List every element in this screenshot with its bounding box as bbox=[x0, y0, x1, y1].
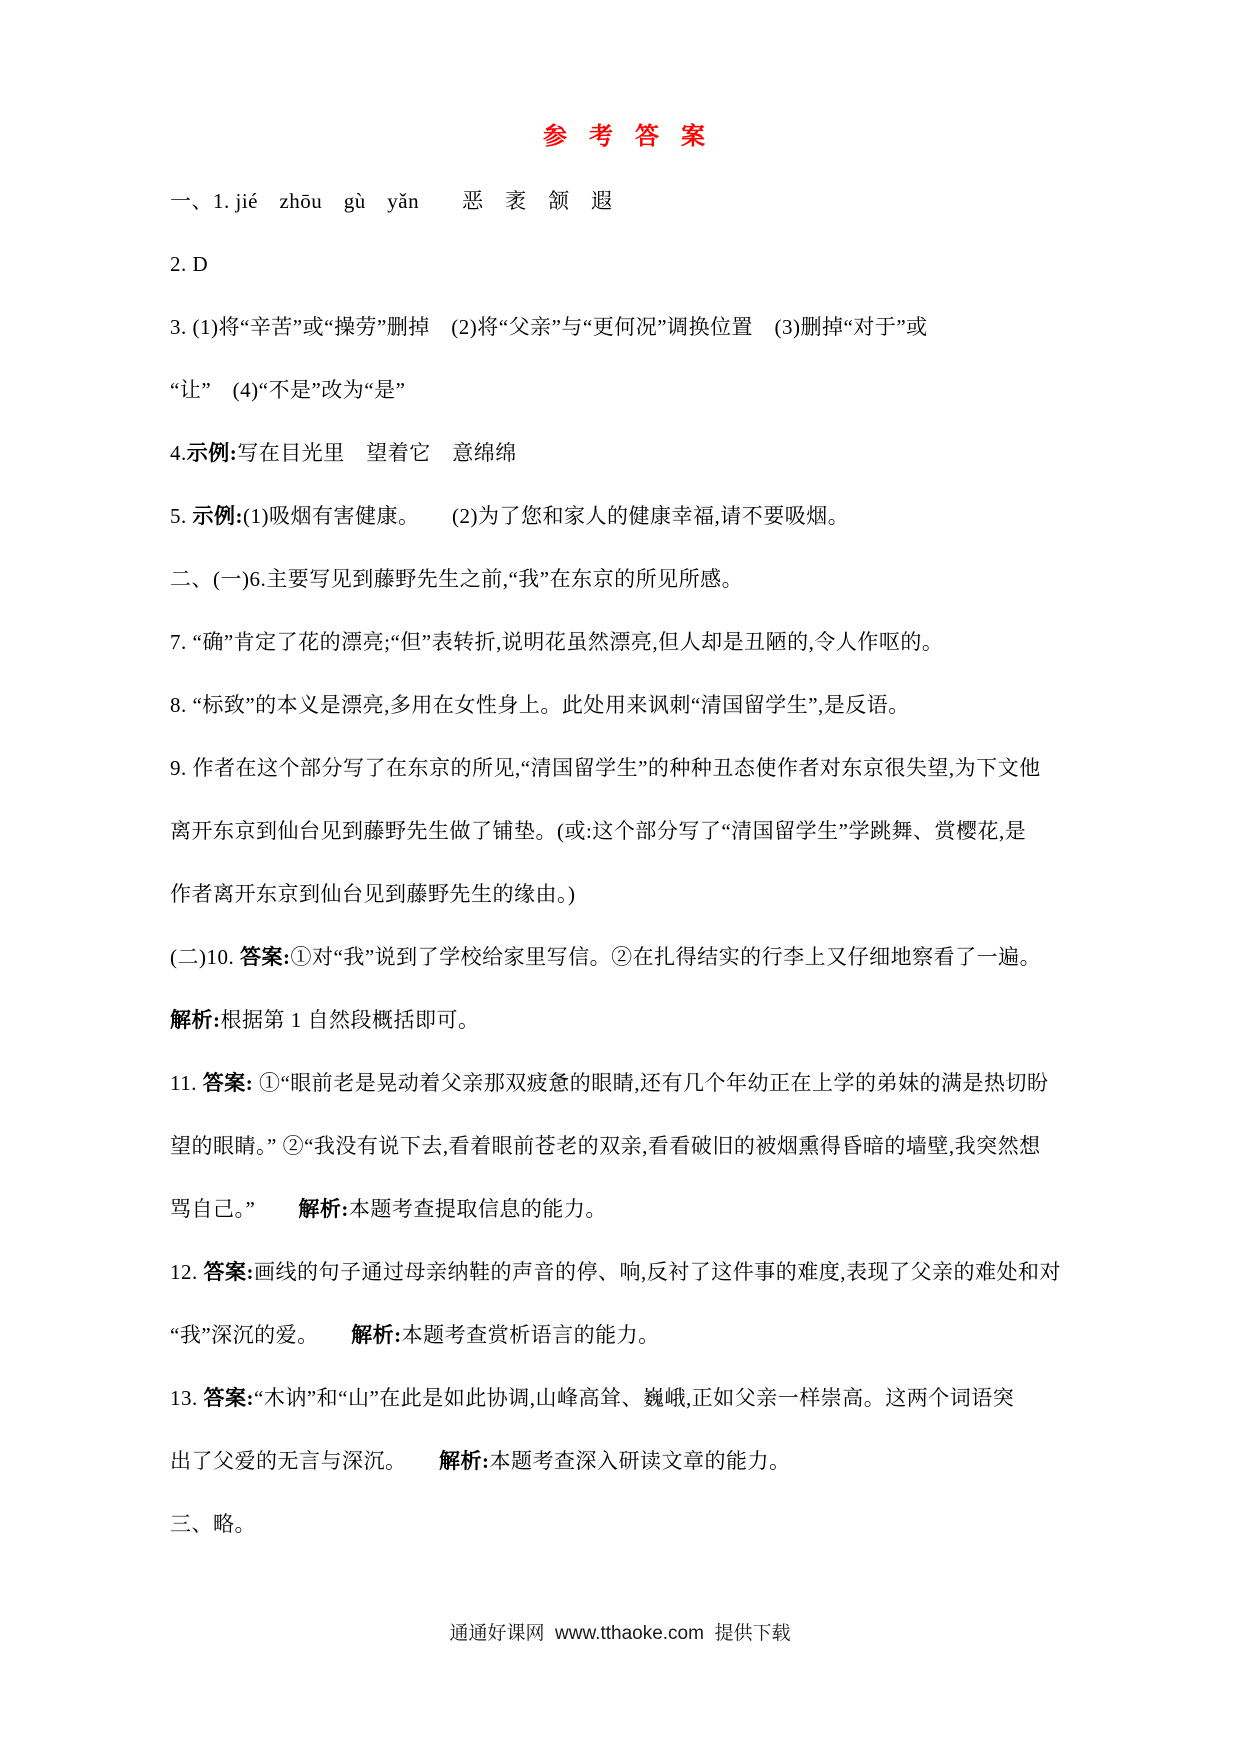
answer-text: 9. 作者在这个部分写了在东京的所见,“清国留学生”的种种丑态使作者对东京很失望,为下文他 bbox=[170, 756, 1041, 780]
answer-line bbox=[170, 422, 1086, 485]
footer-spacer-1 bbox=[544, 1623, 555, 1644]
answer-text: 8. “标致”的本义是漂亮,多用在女性身上。此处用来讽刺“清国留学生”,是反语。 bbox=[170, 693, 910, 717]
answer-label-bold: 答案: bbox=[240, 945, 291, 969]
answer-line bbox=[170, 1241, 1086, 1304]
answer-text: 本题考查赏析语言的能力。 bbox=[401, 1323, 660, 1347]
answer-label-bold: 答案: bbox=[203, 1386, 254, 1410]
answer-line bbox=[170, 863, 1086, 926]
answer-text: 12. bbox=[170, 1260, 204, 1284]
page-title: 参 考 答 案 bbox=[543, 124, 713, 150]
answer-text: 一、1. jié zhōu gù yǎn 恶 袤 颔 遐 bbox=[170, 189, 613, 213]
answer-line bbox=[170, 1178, 1086, 1241]
answer-text: 骂自己。” bbox=[170, 1197, 299, 1221]
answer-text: ①“眼前老是晃动着父亲那双疲惫的眼睛,还有几个年幼正在上学的弟妹的满是热切盼 bbox=[253, 1071, 1049, 1095]
answer-line bbox=[170, 485, 1086, 548]
answer-label-bold: 答案: bbox=[202, 1071, 254, 1095]
answer-text: 本题考查提取信息的能力。 bbox=[348, 1197, 607, 1221]
answer-text: 4. bbox=[170, 441, 187, 465]
answer-line bbox=[170, 1430, 1086, 1493]
answer-label-bold: 答案: bbox=[203, 1260, 254, 1284]
answer-text: 望的眼睛。” ②“我没有说下去,看着眼前苍老的双亲,看看破旧的被烟熏得昏暗的墙壁,我突然想 bbox=[170, 1134, 1041, 1158]
answer-text: 三、略。 bbox=[170, 1512, 256, 1536]
answer-text: 7. “确”肯定了花的漂亮;“但”表转折,说明花虽然漂亮,但人却是丑陋的,令人作呕的。 bbox=[170, 630, 944, 654]
answer-line bbox=[170, 1493, 1086, 1556]
answer-text: (二)10. bbox=[170, 945, 240, 969]
answer-text: 2. D bbox=[170, 252, 209, 276]
answer-text: 13. bbox=[170, 1386, 204, 1410]
answer-text: 11. bbox=[170, 1071, 203, 1095]
answer-line bbox=[170, 674, 1086, 737]
answer-text: 5. bbox=[170, 504, 193, 528]
answer-text: 画线的句子通过母亲纳鞋的声音的停、响,反衬了这件事的难度,表现了父亲的难处和对 bbox=[254, 1260, 1061, 1284]
answer-line bbox=[170, 1304, 1086, 1367]
answer-line bbox=[170, 548, 1086, 611]
answer-text: “让” (4)“不是”改为“是” bbox=[170, 378, 406, 402]
answer-label-bold: 解析: bbox=[170, 1008, 221, 1032]
answer-text: 根据第 1 自然段概括即可。 bbox=[220, 1008, 480, 1032]
answer-line bbox=[170, 989, 1086, 1052]
answer-line bbox=[170, 170, 1086, 233]
answer-line bbox=[170, 800, 1086, 863]
answer-text: 3. (1)将“辛苦”或“操劳”删掉 (2)将“父亲”与“更何况”调换位置 (3)删掉“对于”或 bbox=[170, 315, 928, 339]
answer-label-bold: 示例: bbox=[192, 504, 243, 528]
answer-text: “木讷”和“山”在此是如此协调,山峰高耸、巍峨,正如父亲一样崇高。这两个词语突 bbox=[254, 1386, 1015, 1410]
answer-text: 出了父爱的无言与深沉。 bbox=[170, 1449, 439, 1473]
answer-line bbox=[170, 1367, 1086, 1430]
answer-text: 离开东京到仙台见到藤野先生做了铺垫。(或:这个部分写了“清国留学生”学跳舞、赏樱花,是 bbox=[170, 819, 1027, 843]
answer-text: “我”深沉的爱。 bbox=[170, 1323, 352, 1347]
answer-line bbox=[170, 926, 1086, 989]
answer-lines bbox=[170, 170, 1086, 1556]
answer-line bbox=[170, 233, 1086, 296]
answer-text: 作者离开东京到仙台见到藤野先生的缘由。) bbox=[170, 882, 576, 906]
answer-label-bold: 解析: bbox=[298, 1197, 349, 1221]
answer-label-bold: 解析: bbox=[351, 1323, 402, 1347]
answer-line bbox=[170, 296, 1086, 359]
footer-download-note: 提供下载 bbox=[714, 1623, 791, 1644]
footer-spacer-2 bbox=[704, 1623, 715, 1644]
answer-line bbox=[170, 611, 1086, 674]
answer-label-bold: 示例: bbox=[186, 441, 238, 465]
answer-text: (1)吸烟有害健康。 (2)为了您和家人的健康幸福,请不要吸烟。 bbox=[243, 504, 850, 528]
answer-line bbox=[170, 359, 1086, 422]
answer-line bbox=[170, 1115, 1086, 1178]
answer-line bbox=[170, 1052, 1086, 1115]
page-footer bbox=[0, 1618, 1240, 1645]
answer-text: 写在目光里 望着它 意绵绵 bbox=[237, 441, 517, 465]
footer-site-url: www.tthaoke.com bbox=[555, 1623, 704, 1644]
answer-text: 二、(一)6.主要写见到藤野先生之前,“我”在东京的所见所感。 bbox=[170, 567, 744, 591]
answer-text: ①对“我”说到了学校给家里写信。②在扎得结实的行李上又仔细地察看了一遍。 bbox=[290, 945, 1042, 969]
answer-label-bold: 解析: bbox=[439, 1449, 490, 1473]
answer-line bbox=[170, 737, 1086, 800]
answer-text: 本题考查深入研读文章的能力。 bbox=[489, 1449, 791, 1473]
answer-sheet bbox=[170, 120, 1086, 1556]
footer-site-name: 通通好课网 bbox=[449, 1623, 545, 1644]
